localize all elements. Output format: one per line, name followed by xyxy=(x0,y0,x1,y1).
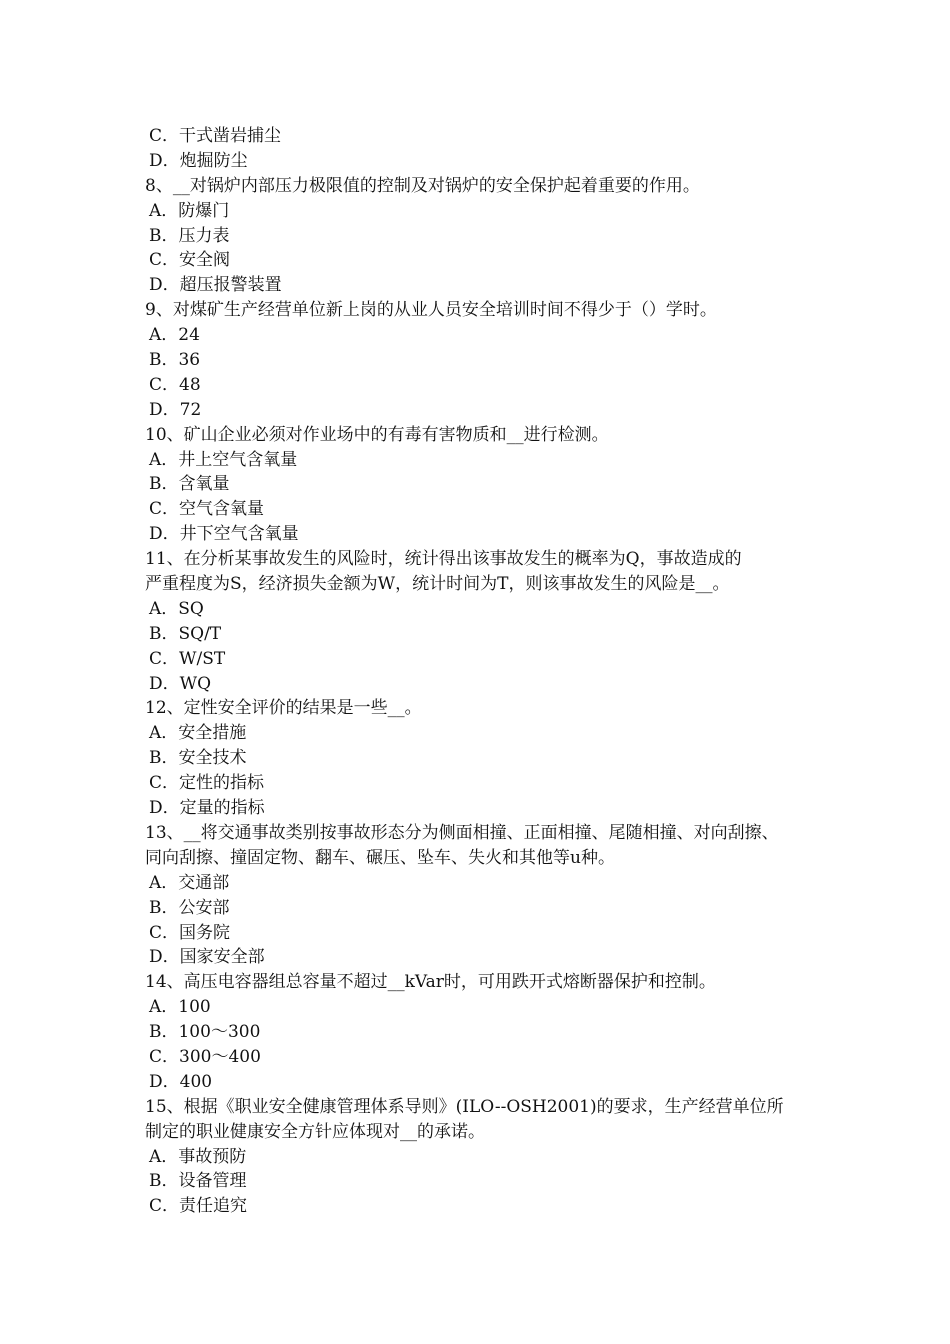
answer-option: C．干式凿岩捕尘 xyxy=(149,126,282,146)
question-text: 10、矿山企业必须对作业场中的有毒有害物质和__进行检测。 xyxy=(145,424,609,445)
question-text: 严重程度为S，经济损失金额为W，统计时间为T，则该事故发生的风险是__。 xyxy=(145,574,730,595)
answer-option: B．100～300 xyxy=(149,1022,261,1043)
answer-option: C．定性的指标 xyxy=(149,773,265,794)
answer-option: C．责任追究 xyxy=(149,1196,248,1217)
answer-option: B．设备管理 xyxy=(149,1171,247,1192)
answer-option: A．事故预防 xyxy=(149,1146,247,1167)
answer-option: B．压力表 xyxy=(149,225,230,246)
answer-option: D．定量的指标 xyxy=(149,798,265,819)
question-text: 15、根据《职业安全健康管理体系导则》(ILO--OSH2001)的要求，生产经营单位所 xyxy=(145,1096,784,1117)
answer-option: B．SQ/T xyxy=(149,623,222,644)
question-text: 制定的职业健康安全方针应体现对__的承诺。 xyxy=(145,1121,485,1142)
question-text: 14、高压电容器组总容量不超过__kVar时，可用跌开式熔断器保护和控制。 xyxy=(145,972,716,993)
answer-option: C．W/ST xyxy=(149,648,226,669)
question-text: 9、对煤矿生产经营单位新上岗的从业人员安全培训时间不得少于（）学时。 xyxy=(145,300,717,321)
answer-option: A．SQ xyxy=(149,598,204,619)
answer-option: D．超压报警装置 xyxy=(149,275,282,296)
answer-option: D．国家安全部 xyxy=(149,947,265,968)
answer-option: D．WQ xyxy=(149,673,212,694)
answer-option: A．100 xyxy=(149,997,211,1018)
answer-option: C．安全阀 xyxy=(149,250,231,271)
answer-option: C．国务院 xyxy=(149,922,231,943)
answer-option: D．400 xyxy=(149,1071,213,1092)
question-text: 12、定性安全评价的结果是一些__。 xyxy=(145,698,422,719)
answer-option: B．安全技术 xyxy=(149,748,247,769)
answer-option: C．48 xyxy=(149,374,201,395)
answer-option: C．300～400 xyxy=(149,1046,261,1067)
answer-option: C．空气含氧量 xyxy=(149,499,265,520)
question-list xyxy=(145,124,825,1219)
answer-option: B．含氧量 xyxy=(149,474,230,495)
answer-option: B．公安部 xyxy=(149,897,230,918)
question-text: 8、__对锅炉内部压力极限值的控制及对锅炉的安全保护起着重要的作用。 xyxy=(145,175,700,196)
answer-option: A．24 xyxy=(149,325,200,346)
answer-option: A．井上空气含氧量 xyxy=(149,449,298,470)
answer-option: D．炮掘防尘 xyxy=(149,150,248,171)
answer-option: B．36 xyxy=(149,350,201,371)
answer-option: A．防爆门 xyxy=(149,200,230,221)
answer-option: D．72 xyxy=(149,399,202,420)
answer-option: A．交通部 xyxy=(149,872,230,893)
question-text: 11、在分析某事故发生的风险时，统计得出该事故发生的概率为Q，事故造成的 xyxy=(145,549,742,570)
question-text: 13、__将交通事故类别按事故形态分为侧面相撞、正面相撞、尾随相撞、对向刮擦、 xyxy=(145,822,779,843)
question-text: 同向刮擦、撞固定物、翻车、碾压、坠车、失火和其他等u种。 xyxy=(145,847,615,868)
answer-option: A．安全措施 xyxy=(149,723,247,744)
answer-option: D．井下空气含氧量 xyxy=(149,524,299,545)
